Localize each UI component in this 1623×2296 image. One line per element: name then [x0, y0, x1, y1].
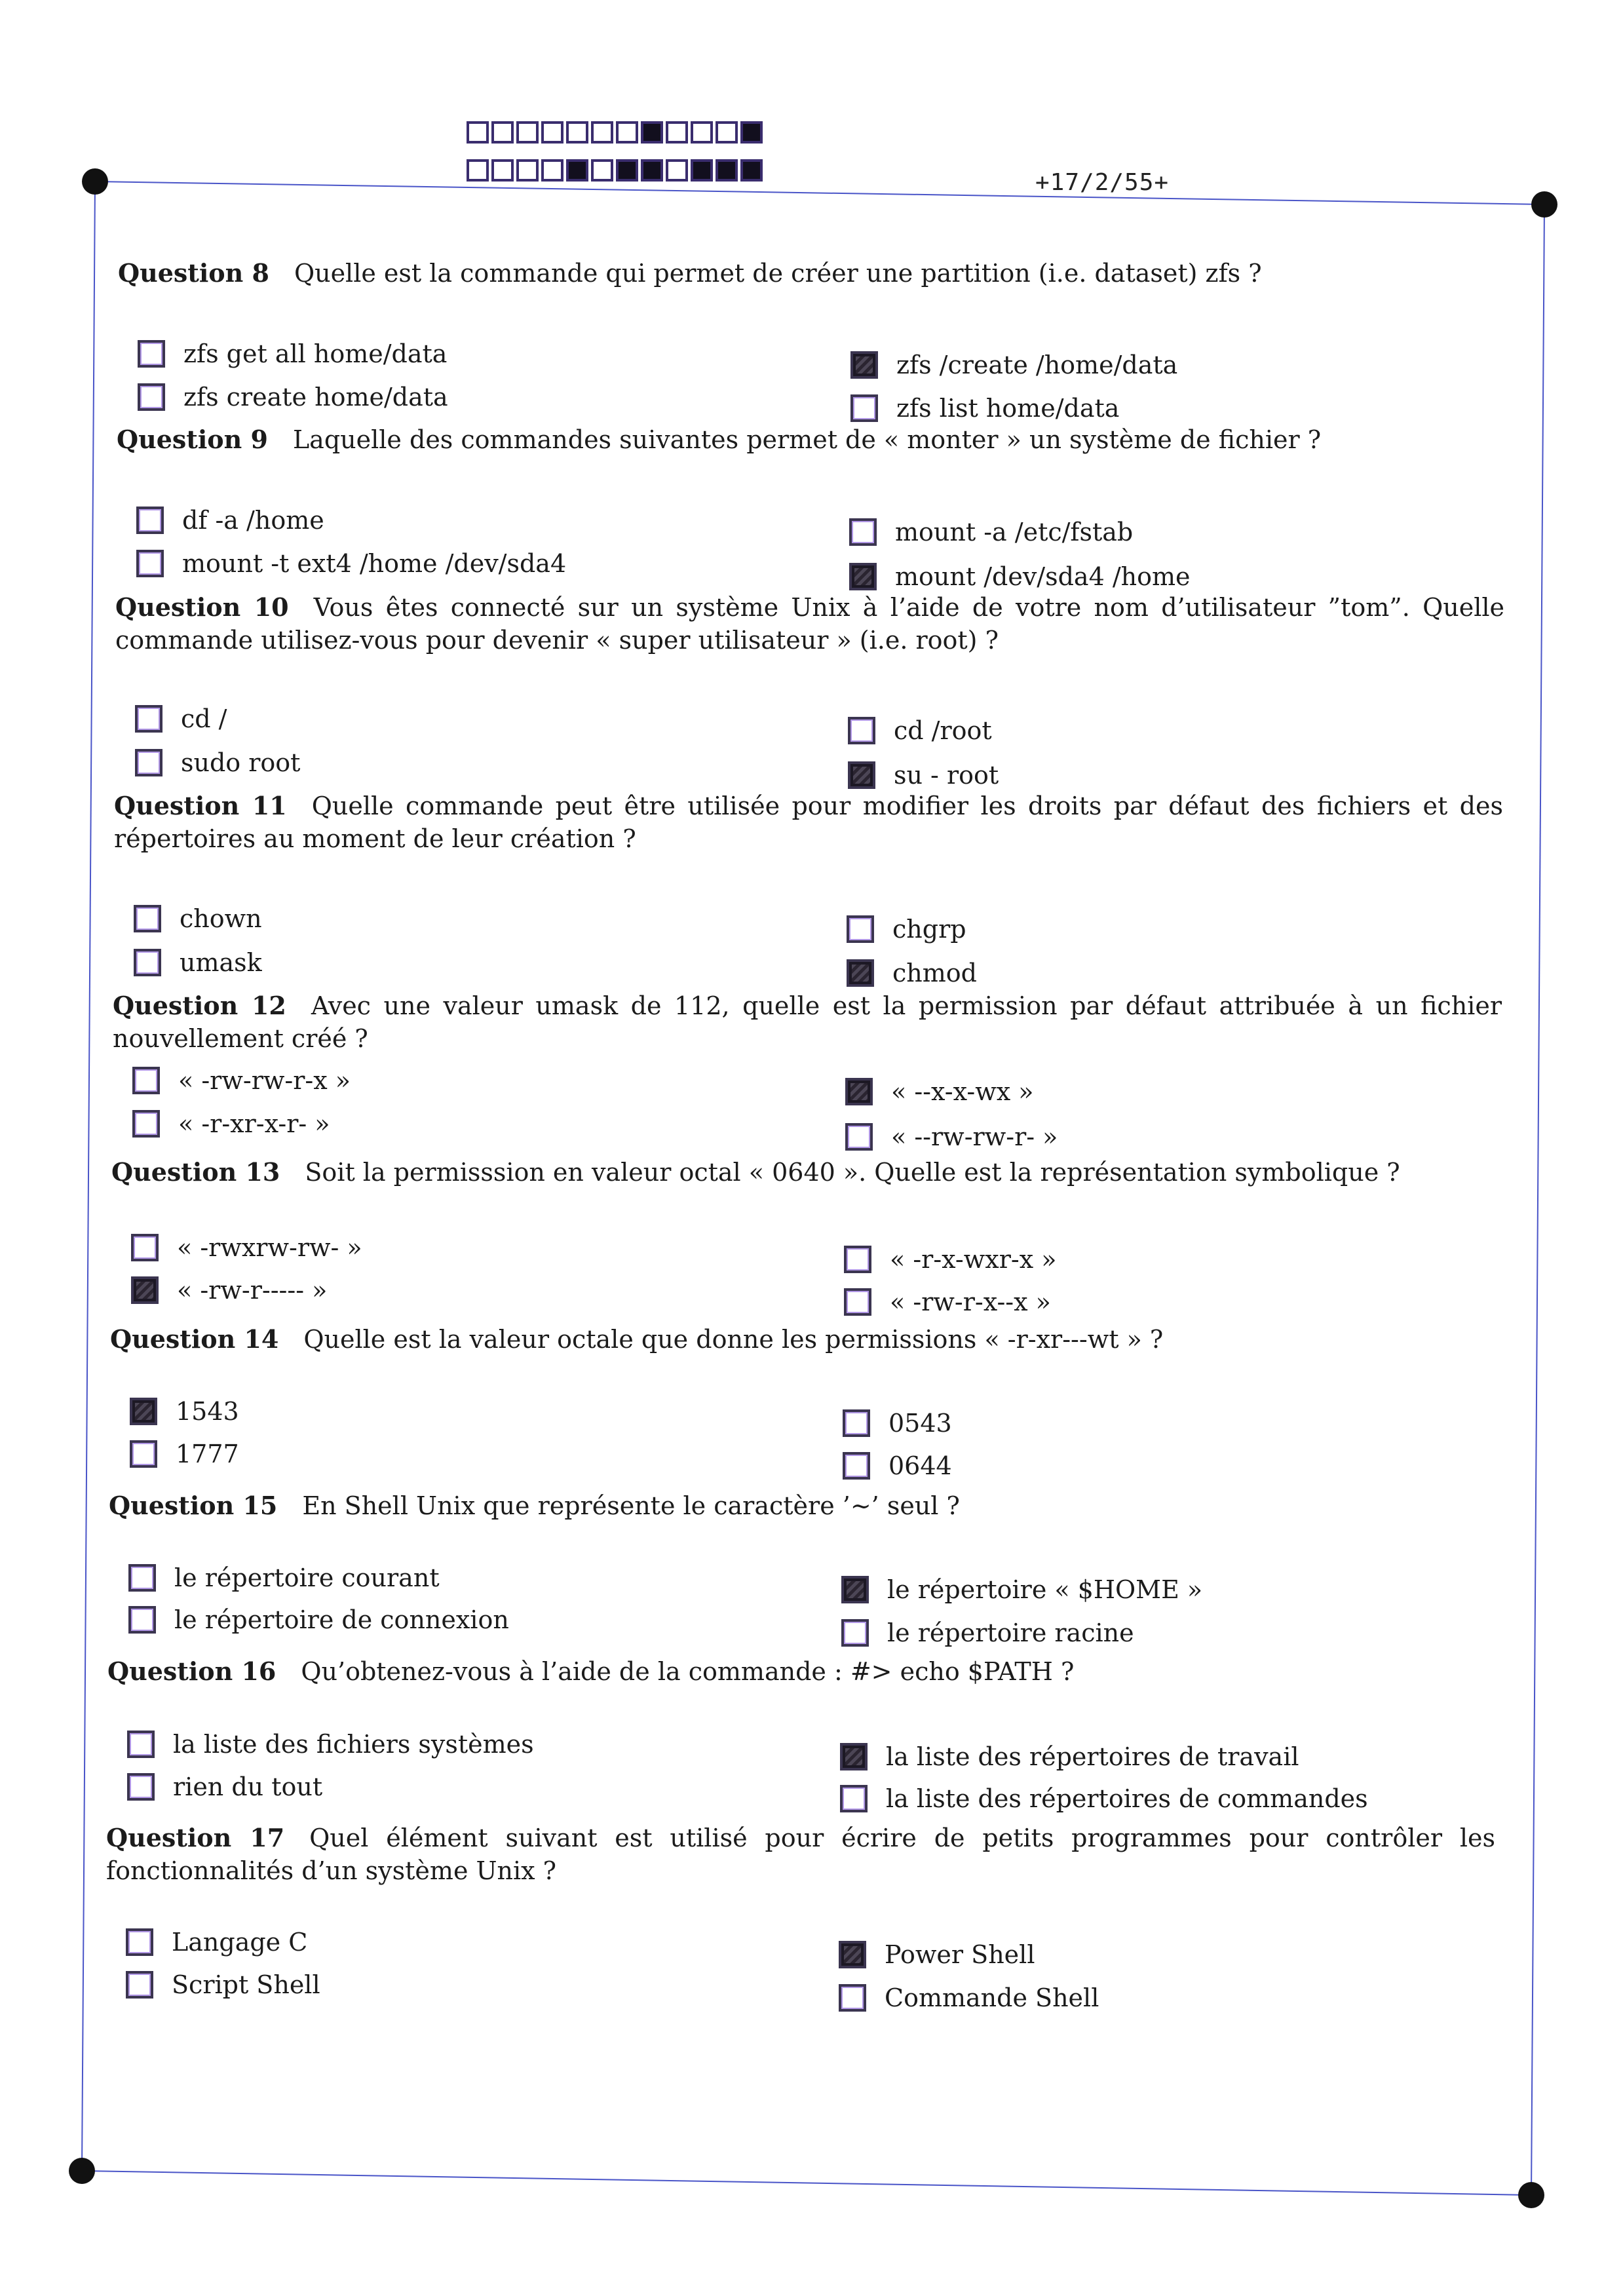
question-text — [106, 1822, 1495, 1887]
checkbox[interactable] — [841, 1619, 869, 1647]
checkbox[interactable] — [844, 1288, 871, 1316]
barcode-cell — [591, 159, 613, 182]
answer-option[interactable] — [138, 383, 448, 411]
answer-option[interactable] — [138, 339, 447, 368]
barcode-cell — [491, 159, 514, 182]
question-text — [118, 257, 1500, 290]
checkbox[interactable] — [135, 749, 162, 776]
answer-label: cd / — [181, 704, 227, 733]
checkbox[interactable] — [126, 1971, 153, 1999]
answer-option[interactable] — [849, 518, 1133, 546]
question-prompt: Quelle commande peut être utilisée pour modifier les droits par défaut des fichiers et des répertoires au moment de leur création ? — [114, 792, 1503, 853]
checkbox[interactable] — [128, 1564, 156, 1592]
answer-label: chmod — [892, 959, 977, 987]
barcode-cell — [516, 121, 539, 144]
answer-label: « --x-x-wx » — [891, 1077, 1034, 1106]
checkbox-checked[interactable] — [130, 1398, 157, 1425]
checkbox-checked[interactable] — [840, 1743, 868, 1770]
barcode-cell — [666, 159, 688, 182]
answer-label: « -rwxrw-rw- » — [177, 1233, 362, 1262]
question-16 — [107, 1655, 1490, 1688]
answer-option[interactable] — [839, 1983, 1099, 2012]
answer-label: la liste des répertoires de travail — [886, 1742, 1299, 1771]
question-text — [113, 989, 1502, 1055]
answer-label: chown — [180, 904, 262, 933]
answer-label: Langage C — [172, 1928, 308, 1957]
answer-option[interactable] — [850, 394, 1119, 423]
answer-option[interactable] — [849, 562, 1191, 591]
answer-option[interactable] — [130, 1397, 239, 1426]
barcode-cell — [740, 121, 763, 144]
question-12 — [113, 989, 1502, 1055]
answer-label: sudo root — [181, 748, 301, 777]
answer-label: rien du tout — [173, 1772, 323, 1801]
question-label: Question 11 — [114, 791, 287, 820]
checkbox[interactable] — [848, 717, 875, 744]
question-10 — [115, 591, 1504, 657]
answer-label: df -a /home — [182, 506, 324, 535]
question-label: Question 10 — [115, 592, 289, 622]
checkbox-checked[interactable] — [845, 1078, 873, 1105]
checkbox-checked[interactable] — [850, 351, 878, 379]
answer-label: zfs get all home/data — [183, 339, 448, 368]
checkbox[interactable] — [136, 507, 164, 534]
answer-option[interactable] — [126, 1970, 320, 1999]
question-text — [110, 1323, 1493, 1356]
answer-option[interactable] — [847, 915, 966, 944]
answer-label: le répertoire courant — [174, 1563, 440, 1592]
checkbox[interactable] — [138, 383, 165, 411]
question-prompt: Quelle est la commande qui permet de créer une partition (i.e. dataset) zfs ? — [294, 259, 1262, 288]
answer-label: zfs create home/data — [183, 383, 448, 411]
answer-option[interactable] — [848, 761, 999, 790]
checkbox[interactable] — [127, 1731, 155, 1758]
answer-option[interactable] — [839, 1940, 1035, 1969]
question-text — [109, 1489, 1491, 1522]
answer-option[interactable] — [845, 1077, 1034, 1106]
answer-label: « -r-x-wxr-x » — [890, 1245, 1057, 1274]
answer-option[interactable] — [848, 716, 992, 745]
checkbox[interactable] — [850, 394, 878, 422]
checkbox[interactable] — [843, 1452, 870, 1480]
checkbox[interactable] — [845, 1123, 873, 1151]
question-text — [117, 423, 1499, 456]
question-label: Question 15 — [109, 1491, 278, 1520]
question-prompt: En Shell Unix que représente le caractère ’∼’ seul ? — [302, 1491, 960, 1520]
answer-option[interactable] — [134, 904, 262, 933]
question-8 — [118, 257, 1500, 290]
barcode-cell — [691, 159, 713, 182]
barcode-cell — [491, 121, 514, 144]
checkbox[interactable] — [128, 1606, 156, 1634]
question-prompt: Quel élément suivant est utilisé pour écrire de petits programmes pour contrôler les fonctionnalités d’un système Unix ? — [106, 1824, 1496, 1885]
checkbox[interactable] — [135, 705, 162, 733]
question-prompt: Quelle est la valeur octale que donne les permissions « -r-xr---wt » ? — [303, 1325, 1164, 1354]
answer-option[interactable] — [127, 1772, 322, 1801]
answer-label: la liste des fichiers systèmes — [173, 1730, 534, 1759]
registration-mark-top-left — [82, 168, 108, 195]
registration-mark-bottom-right — [1518, 2182, 1544, 2208]
checkbox[interactable] — [849, 518, 877, 546]
barcode-cell — [566, 159, 588, 182]
checkbox[interactable] — [127, 1773, 155, 1801]
barcode-cell — [666, 121, 688, 144]
answer-label: « --rw-rw-r- » — [891, 1122, 1058, 1151]
question-label: Question 9 — [117, 425, 268, 454]
checkbox[interactable] — [134, 949, 161, 976]
answer-option[interactable] — [843, 1409, 952, 1438]
answer-option[interactable] — [126, 1928, 307, 1957]
page-id: +17/2/55+ — [1035, 169, 1170, 196]
answer-option[interactable] — [847, 959, 977, 987]
answer-option[interactable] — [136, 506, 324, 535]
answer-option[interactable] — [128, 1563, 440, 1592]
question-label: Question 13 — [111, 1157, 280, 1187]
checkbox[interactable] — [839, 1984, 866, 2012]
checkbox[interactable] — [847, 915, 874, 943]
question-text — [111, 1156, 1494, 1189]
checkbox[interactable] — [130, 1440, 157, 1468]
answer-label: le répertoire racine — [887, 1618, 1134, 1647]
answer-label: zfs list home/data — [896, 394, 1120, 423]
checkbox[interactable] — [132, 1110, 160, 1138]
question-15 — [109, 1489, 1491, 1522]
question-prompt: Vous êtes connecté sur un système Unix à l’aide de votre nom d’utilisateur ”tom”. Quelle commande utilisez-vous pour devenir « super utilisateur » (i.e. root) ? — [115, 593, 1504, 655]
answer-label: 1543 — [176, 1397, 239, 1426]
answer-label: « -r-xr-x-r- » — [178, 1109, 330, 1138]
checkbox[interactable] — [840, 1785, 868, 1812]
barcode-cell — [467, 121, 489, 144]
question-label: Question 16 — [107, 1656, 277, 1686]
question-13 — [111, 1156, 1494, 1189]
barcode-cell — [616, 121, 638, 144]
question-11 — [114, 790, 1503, 855]
checkbox-checked[interactable] — [849, 563, 877, 590]
question-label: Question 8 — [118, 258, 269, 288]
answer-option[interactable] — [136, 549, 566, 578]
answer-label: umask — [180, 948, 262, 977]
barcode-cell — [641, 159, 663, 182]
question-text — [114, 790, 1503, 855]
barcode-cell — [641, 121, 663, 144]
answer-option[interactable] — [127, 1730, 534, 1759]
barcode-cell — [516, 159, 539, 182]
barcode-row-2 — [467, 159, 765, 182]
barcode-row-1 — [467, 121, 765, 144]
question-prompt: Laquelle des commandes suivantes permet de « monter » un système de fichier ? — [292, 425, 1322, 454]
answer-option[interactable] — [134, 948, 262, 977]
checkbox-checked[interactable] — [841, 1576, 869, 1603]
answer-label: mount /dev/sda4 /home — [895, 562, 1191, 591]
answer-label: « -rw-rw-r-x » — [178, 1066, 351, 1095]
answer-option[interactable] — [843, 1451, 952, 1480]
barcode-cell — [541, 159, 563, 182]
question-prompt: Avec une valeur umask de 112, quelle est la permission par défaut attribuée à un fichier nouvellement créé ? — [113, 991, 1502, 1053]
answer-option[interactable] — [135, 704, 227, 733]
answer-option[interactable] — [850, 351, 1177, 379]
checkbox-checked[interactable] — [131, 1276, 159, 1304]
question-9 — [117, 423, 1499, 456]
answer-label: Power Shell — [885, 1940, 1035, 1969]
answer-option[interactable] — [131, 1276, 327, 1305]
answer-label: le répertoire de connexion — [174, 1605, 509, 1634]
checkbox[interactable] — [131, 1234, 159, 1261]
answer-option[interactable] — [840, 1784, 1368, 1813]
answer-label: Script Shell — [172, 1970, 320, 1999]
checkbox-checked[interactable] — [839, 1941, 866, 1968]
answer-label: zfs /create /home/data — [896, 351, 1178, 379]
barcode-cell — [616, 159, 638, 182]
answer-option[interactable] — [841, 1575, 1202, 1604]
barcode-cell — [591, 121, 613, 144]
question-prompt: Qu’obtenez-vous à l’aide de la commande : #> echo $PATH ? — [301, 1657, 1075, 1686]
barcode-cell — [716, 159, 738, 182]
barcode-cell — [740, 159, 763, 182]
answer-option[interactable] — [845, 1122, 1058, 1151]
answer-option[interactable] — [128, 1605, 509, 1634]
barcode-cell — [566, 121, 588, 144]
answer-option[interactable] — [844, 1245, 1057, 1274]
answer-label: su - root — [894, 761, 999, 790]
checkbox-checked[interactable] — [847, 959, 874, 987]
answer-label: la liste des répertoires de commandes — [886, 1784, 1368, 1813]
checkbox[interactable] — [138, 340, 165, 368]
checkbox[interactable] — [134, 905, 161, 932]
answer-option[interactable] — [135, 748, 300, 777]
answer-label: chgrp — [892, 915, 966, 944]
answer-label: « -rw-r----- » — [177, 1276, 328, 1305]
answer-option[interactable] — [132, 1109, 330, 1138]
registration-mark-bottom-left — [69, 2158, 95, 2184]
checkbox[interactable] — [844, 1246, 871, 1273]
checkbox-checked[interactable] — [848, 761, 875, 789]
checkbox[interactable] — [132, 1067, 160, 1094]
question-label: Question 17 — [106, 1823, 285, 1852]
answer-label: 1777 — [176, 1440, 239, 1468]
answer-label: 0543 — [888, 1409, 952, 1438]
answer-label: 0644 — [888, 1451, 952, 1480]
checkbox[interactable] — [136, 550, 164, 577]
question-17 — [106, 1822, 1495, 1887]
registration-mark-top-right — [1531, 191, 1557, 218]
barcode-cell — [716, 121, 738, 144]
answer-label: mount -a /etc/fstab — [895, 518, 1134, 546]
question-prompt: Soit la permisssion en valeur octal « 0640 ». Quelle est la représentation symbolique ? — [305, 1158, 1400, 1187]
answer-option[interactable] — [132, 1066, 351, 1095]
question-label: Question 14 — [110, 1324, 279, 1354]
question-label: Question 12 — [113, 991, 286, 1020]
answer-label: le répertoire « $HOME » — [887, 1575, 1203, 1604]
question-14 — [110, 1323, 1493, 1356]
answer-option[interactable] — [130, 1440, 239, 1468]
answer-label: mount -t ext4 /home /dev/sda4 — [182, 549, 567, 578]
answer-label: Commande Shell — [885, 1983, 1099, 2012]
answer-option[interactable] — [840, 1742, 1299, 1771]
barcode-cell — [541, 121, 563, 144]
answer-option[interactable] — [131, 1233, 362, 1262]
answer-label: cd /root — [894, 716, 992, 745]
checkbox[interactable] — [843, 1409, 870, 1437]
checkbox[interactable] — [126, 1928, 153, 1956]
barcode-cell — [691, 121, 713, 144]
answer-option[interactable] — [844, 1288, 1051, 1316]
question-text — [107, 1655, 1490, 1688]
barcode-cell — [467, 159, 489, 182]
answer-label: « -rw-r-x--x » — [890, 1288, 1051, 1316]
answer-option[interactable] — [841, 1618, 1134, 1647]
question-text — [115, 591, 1504, 657]
